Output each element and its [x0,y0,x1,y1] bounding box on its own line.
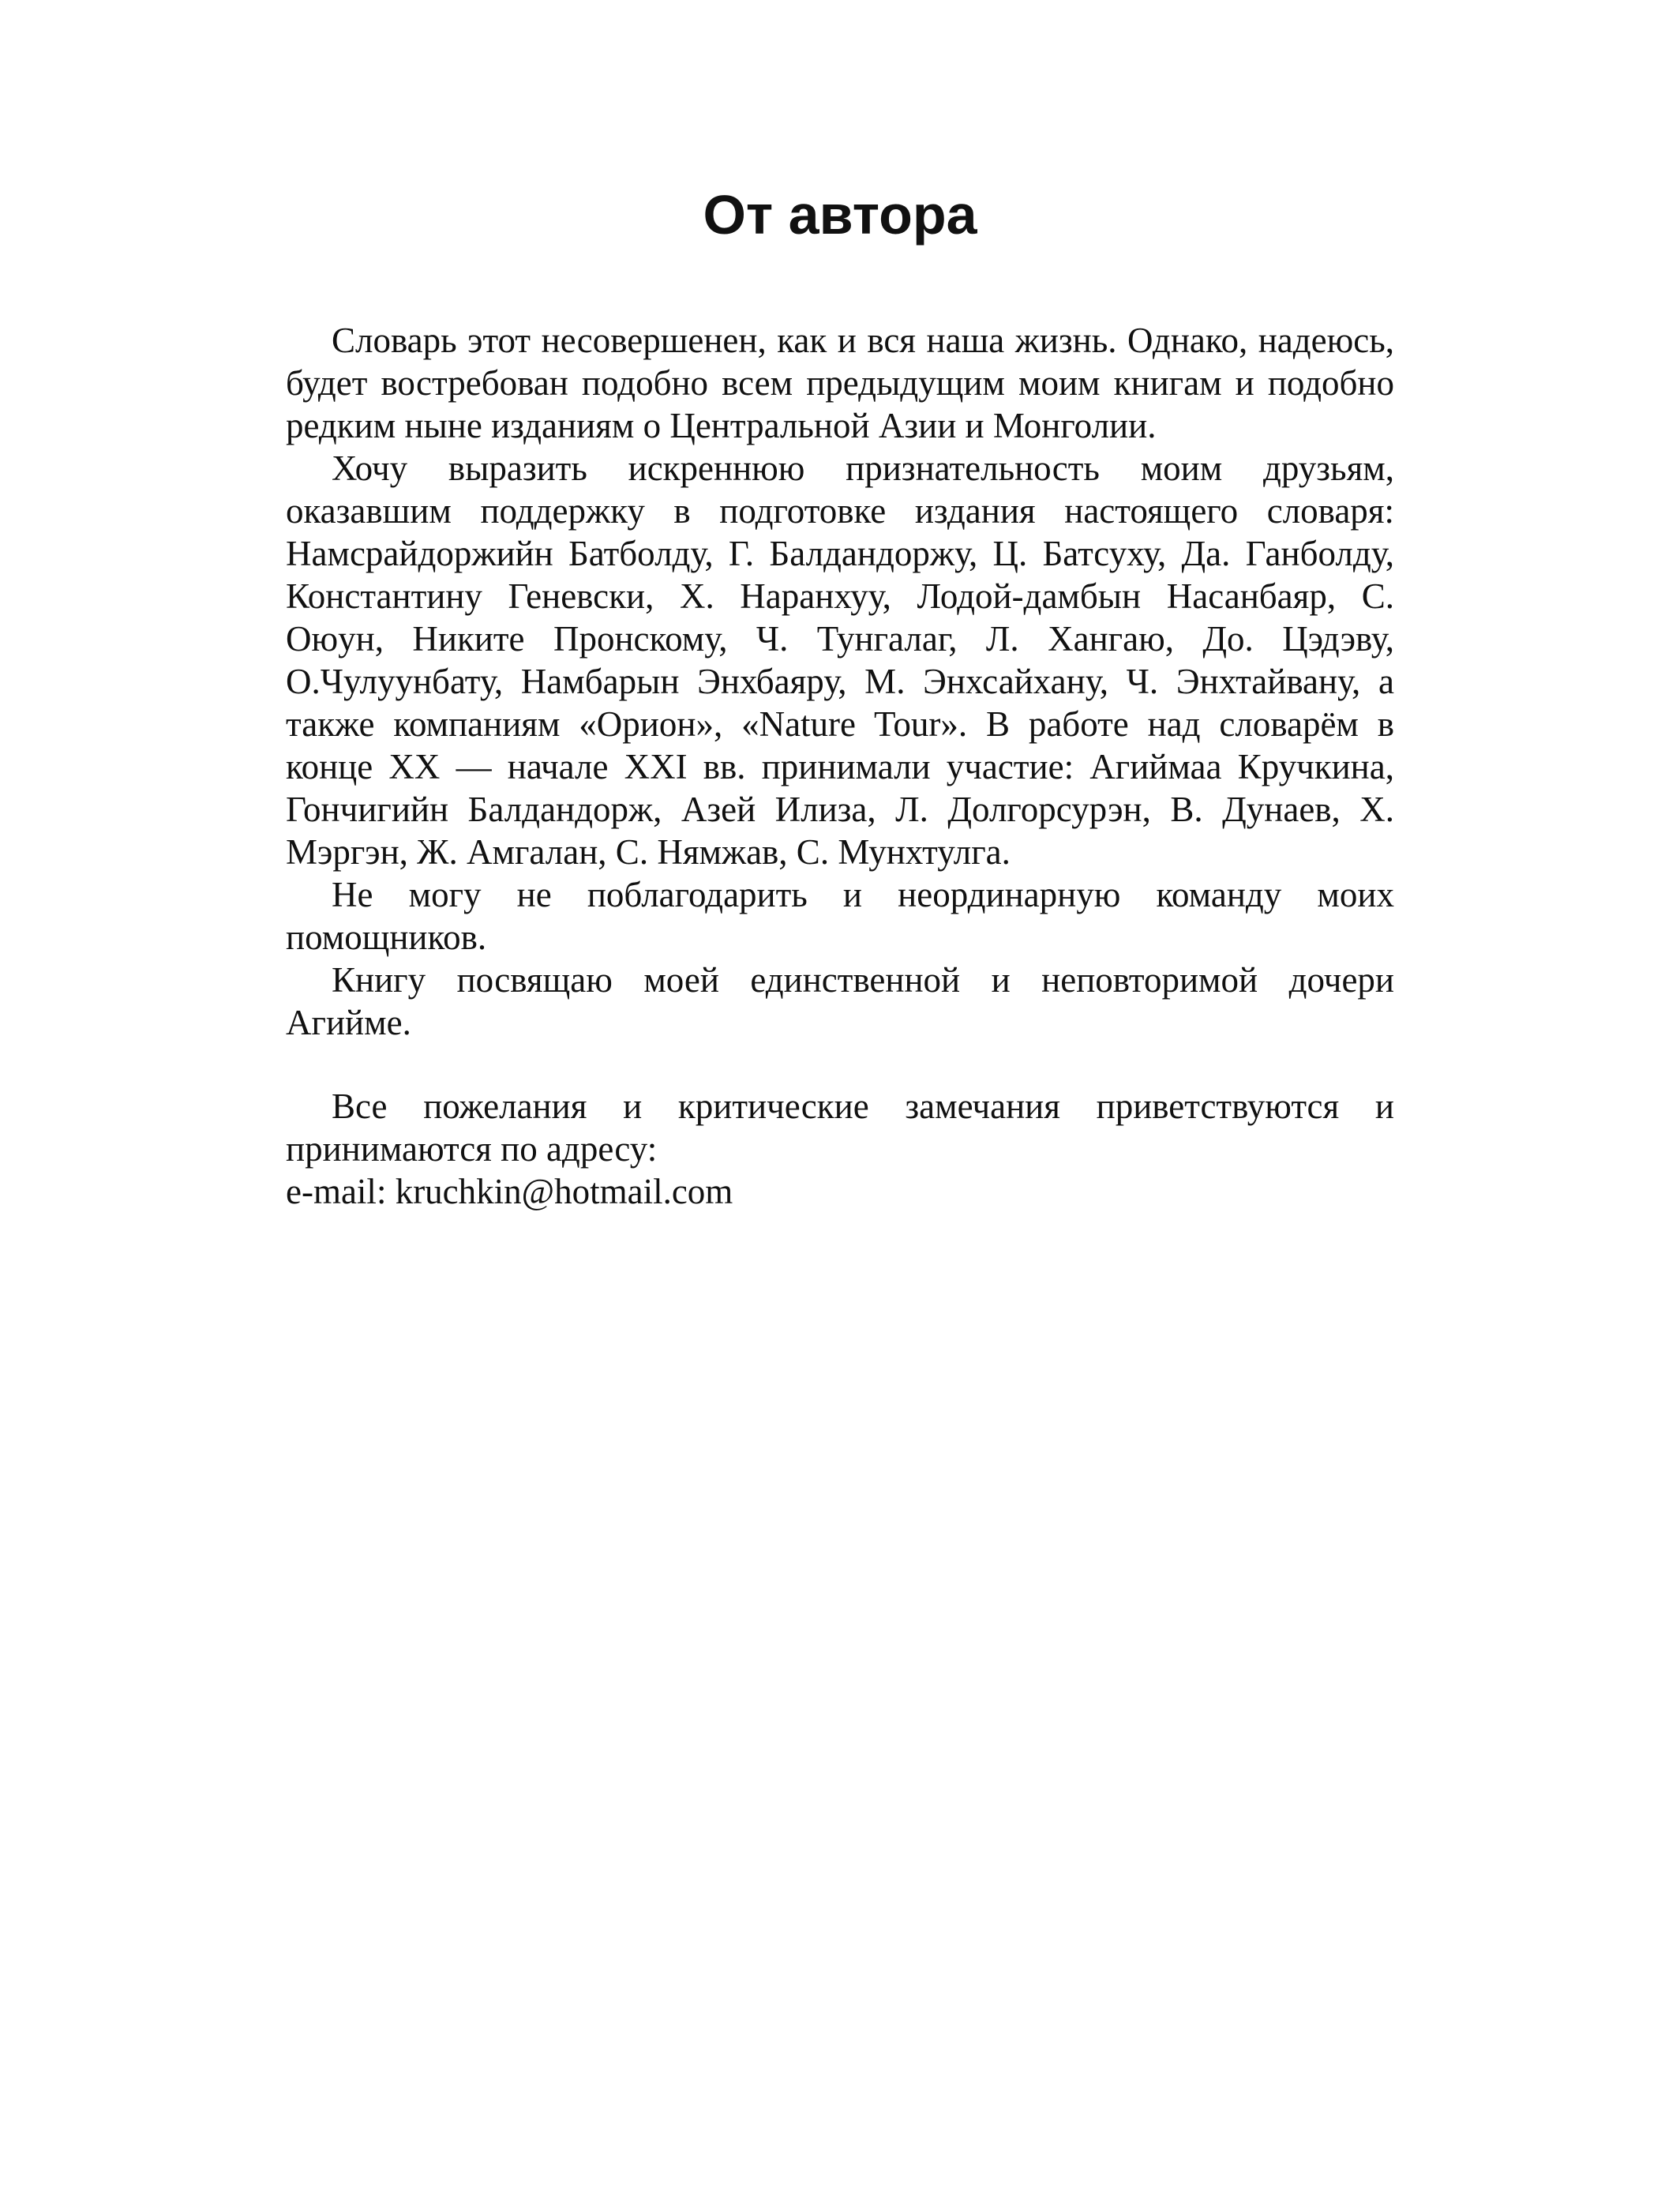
paragraph-dedication: Книгу посвящаю моей единственной и неповторимой дочери Агийме. [286,960,1394,1042]
email-line: e-mail: kruchkin@hotmail.com [286,1172,733,1211]
page-title: От автора [703,184,977,246]
paragraph-acknowledgements: Хочу выразить искреннюю признательность моим друзьям, оказавшим поддержку в подготовке издания настоящего словаря: Намсрайдоржийн Батболду, Г. Балдандоржу, Ц. Батсуху, Да. Ганболду, Константину Геневски, Х. Наранхуу, Лодой-дамбын Насанбаяр, С. Оюун, Никите Пронскому, Ч. Тунгалаг, Л. Хангаю, До. Цэдэву, О.Чулуунбату, Намбарын Энхбаяру, М. Энхсайхану, Ч. Энхтайвану, а также компаниям «Орион», «Nature Tour». В работе над словарём в конце XX — начале XXI вв. принимали участие: Агиймаа Кручкина, Гончигийн Балдандорж, Азей Илиза, Л. Долгорсурэн, В. Дунаев, Х. Мэргэн, Ж. Амгалан, С. Нямжав, С. Мунхтулга. [286,448,1394,872]
preface-body [286,319,1394,1044]
contact-block [286,1085,1394,1213]
contact-text: Все пожелания и критические замечания приветствуются и принимаются по адресу: [286,1086,1394,1169]
paragraph-intro: Словарь этот несовершенен, как и вся наша жизнь. Однако, надеюсь, будет востребован подобно всем предыдущим моим книгам и подобно редким ныне изданиям о Центральной Азии и Монголии. [286,321,1394,445]
paragraph-team-thanks: Не могу не поблагодарить и неординарную команду моих помощников. [286,875,1394,957]
